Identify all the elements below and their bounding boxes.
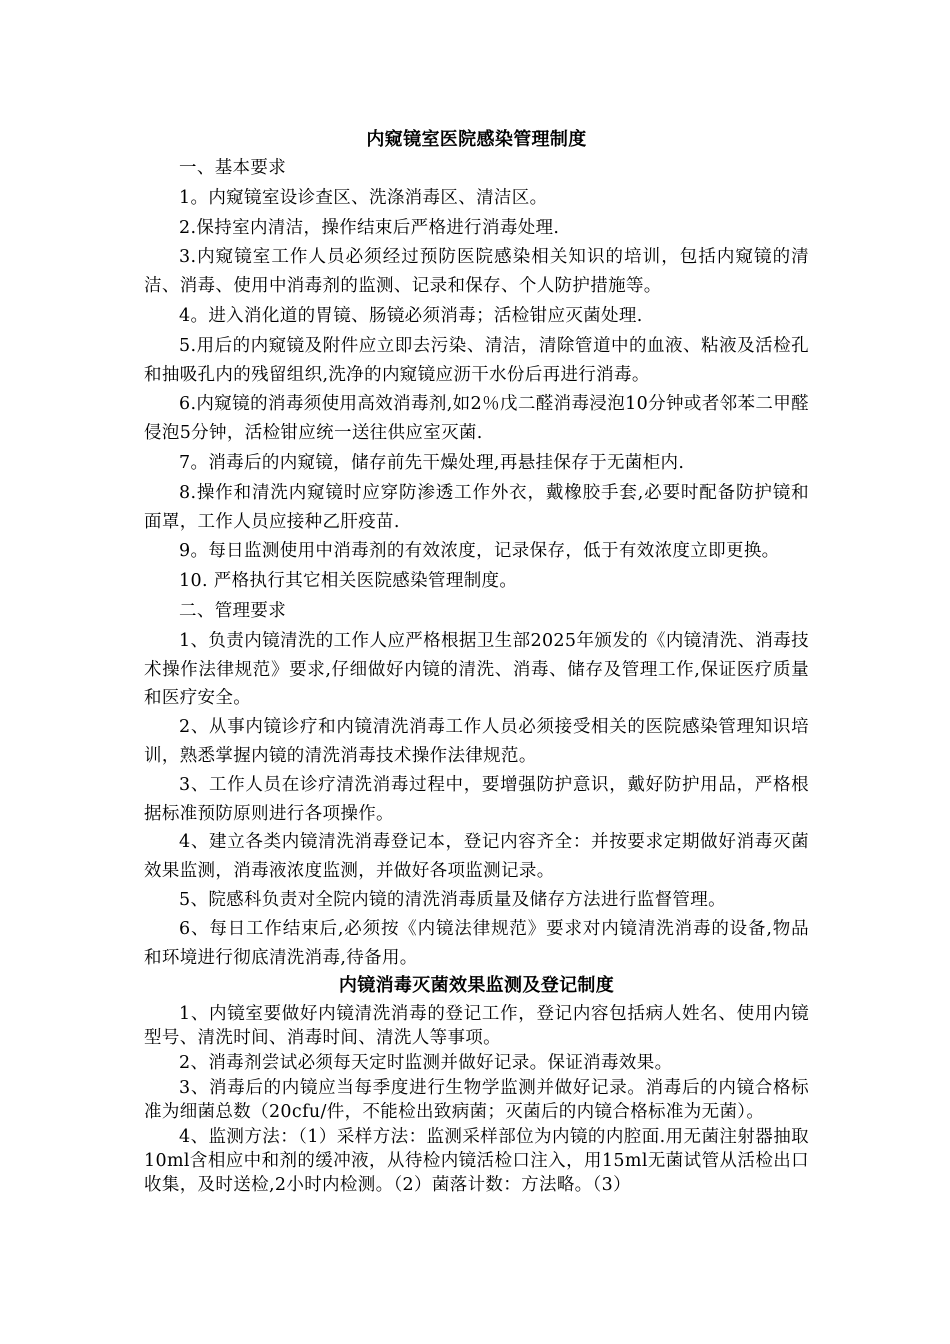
management-item-5: 5、院感科负责对全院内镜的清洗消毒质量及储存方法进行监督管理。 [179, 889, 726, 910]
basic-item-7: 7。消毒后的内窥镜，储存前先干燥处理,再悬挂保存于无菌柜内. [179, 452, 685, 473]
basic-item-3: 3.内窥镜室工作人员必须经过预防医院感染相关知识的培训，包括内窥镜的清洁、消毒、使用中消毒剂的监测、记录和保存、个人防护措施等。 [144, 247, 809, 297]
management-item-1: 1、负责内镜清洗的工作人应严格根据卫生部2025年颁发的《内镜清洗、消毒技术操作法律规范》要求,仔细做好内镜的清洗、消毒、储存及管理工作,保证医疗质量和医疗安全。 [144, 630, 809, 709]
basic-item-6: 6.内窥镜的消毒须使用高效消毒剂,如2％戊二醛消毒浸泡10分钟或者邻苯二甲醛侵泡5分钟，活检钳应统一送往供应室灭菌. [144, 394, 809, 444]
section-heading-basic: 一、基本要求 [179, 158, 287, 178]
monitoring-item-1: 1、内镜室要做好内镜清洗消毒的登记工作，登记内容包括病人姓名、使用内镜型号、清洗时间、消毒时间、清洗人等事项。 [144, 1004, 809, 1049]
basic-item-1: 1。内窥镜室设诊查区、洗涤消毒区、清洁区。 [179, 187, 548, 208]
management-item-3: 3、工作人员在诊疗清洗消毒过程中，要增强防护意识，戴好防护用品，严格根据标准预防原则进行各项操作。 [144, 774, 809, 824]
document-body [144, 126, 809, 1198]
document-title: 内窥镜室医院感染管理制度 [366, 129, 587, 150]
basic-item-5: 5.用后的内窥镜及附件应立即去污染、清洁，清除管道中的血液、粘液及活检孔和抽吸孔内的残留组织,洗净的内窥镜应沥干水份后再进行消毒。 [144, 335, 809, 385]
monitoring-item-4: 4、监测方法：（1）采样方法：监测采样部位为内镜的内腔面.用无菌注射器抽取10ml含相应中和剂的缓冲液，从待检内镜活检口注入，用15ml无菌试管从活检出口收集，及时送检,2小时内检测。（2）菌落计数：方法略。（3） [144, 1127, 809, 1196]
management-item-6: 6、每日工作结束后,必须按《内镜法律规范》要求对内镜清洗消毒的设备,物品和环境进行彻底清洗消毒,待备用。 [144, 918, 809, 968]
basic-item-9: 9。每日监测使用中消毒剂的有效浓度，记录保存，低于有效浓度立即更换。 [179, 541, 780, 562]
basic-item-10: 10. 严格执行其它相关医院感染管理制度。 [179, 571, 518, 592]
management-item-4: 4、建立各类内镜清洗消毒登记本，登记内容齐全：并按要求定期做好消毒灭菌效果监测，消毒液浓度监测，并做好各项监测记录。 [144, 832, 809, 882]
basic-item-8: 8.操作和清洗内窥镜时应穿防渗透工作外衣，戴橡胶手套,必要时配备防护镜和面罩，工作人员应接种乙肝疫苗. [144, 482, 809, 532]
management-item-2: 2、从事内镜诊疗和内镜清洗消毒工作人员必须接受相关的医院感染管理知识培训，熟悉掌握内镜的清洗消毒技术操作法律规范。 [144, 717, 809, 766]
monitoring-item-2: 2、消毒剂尝试必须每天定时监测并做好记录。保证消毒效果。 [179, 1053, 673, 1074]
basic-item-2: 2.保持室内清洁，操作结束后严格进行消毒处理. [179, 217, 560, 238]
monitoring-item-3: 3、消毒后的内镜应当每季度进行生物学监测并做好记录。消毒后的内镜合格标准为细菌总数（20cfu/件，不能检出致病菌；灭菌后的内镜合格标准为无菌）。 [144, 1078, 809, 1123]
basic-item-4: 4。进入消化道的胃镜、肠镜必须消毒；活检钳应灭菌处理. [179, 305, 643, 326]
monitoring-title: 内镜消毒灭菌效果监测及登记制度 [338, 975, 615, 997]
section-heading-management: 二、管理要求 [179, 600, 287, 621]
